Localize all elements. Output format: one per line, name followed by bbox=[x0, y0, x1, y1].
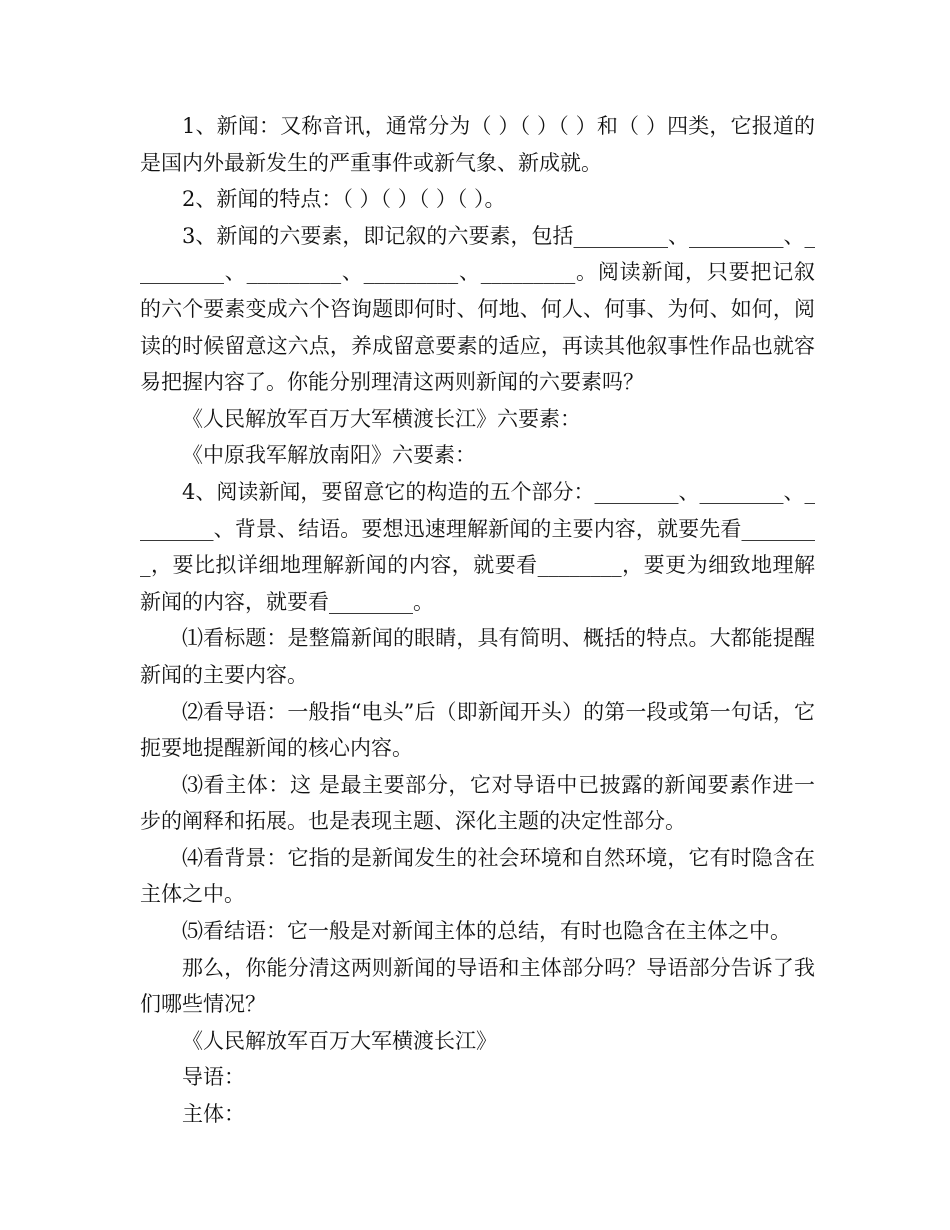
paragraph-question: 那么，你能分清这两则新闻的导语和主体部分吗？导语部分告诉了我们哪些情况？ bbox=[140, 955, 815, 1017]
paragraph-body-label: 主体： bbox=[182, 1102, 245, 1127]
paragraph-conclusion-part: ⑸看结语：它一般是对新闻主体的总结，有时也隐含在主体之中。 bbox=[182, 919, 791, 944]
paragraph-news-features: 2、新闻的特点：（ ）（ ）（ ）（ ）。 bbox=[182, 187, 506, 212]
paragraph-lead-part: ⑵看导语：一般指“电头”后（即新闻开头）的第一段或第一句话，它扼要地提醒新闻的核心内容。 bbox=[140, 699, 815, 761]
paragraph-news-categories: 1、新闻：又称音讯，通常分为（ ）（ ）（ ）和（ ）四类，它报道的是国内外最新发生的严重事件或新气象、新成就。 bbox=[140, 114, 815, 175]
paragraph-background-part: ⑷看背景：它指的是新闻发生的社会环境和自然环境，它有时隐含在主体之中。 bbox=[140, 845, 815, 907]
paragraph-title-part: ⑴看标题：是整篇新闻的眼睛，具有简明、概括的特点。大都能提醒新闻的主要内容。 bbox=[140, 626, 815, 687]
paragraph-article-title: 《人民解放军百万大军横渡长江》 bbox=[182, 1028, 497, 1053]
paragraph-elements-yangtze: 《人民解放军百万大军横渡长江》六要素： bbox=[182, 406, 581, 431]
paragraph-elements-nanyang: 《中原我军解放南阳》六要素： bbox=[182, 443, 476, 468]
paragraph-lead-label: 导语： bbox=[182, 1065, 245, 1090]
document-body bbox=[140, 108, 815, 1133]
paragraph-five-parts: 4、阅读新闻，要留意它的构造的五个部分：________、________、________、背景、结语。要想迅速理解新闻的主要内容，就要先看________，要比拟详细地理解新闻的内容，就要看________，要更为细致地理解新闻的内容，就要看________。 bbox=[140, 479, 815, 614]
paragraph-six-elements: 3、新闻的六要素，即记叙的六要素，包括_________、_________、_________、_________、_________、_________。阅读新闻，只要把记叙的六个要素变成六个咨询题即何时、何地、何人、何事、为何、如何，阅读的时候留意这六点，养成留意要素的适应，再读其他叙事性作品也就容易把握内容了。你能分别理清这两则新闻的六要素吗？ bbox=[140, 223, 815, 395]
paragraph-body-part: ⑶看主体：这 是最主要部分，它对导语中已披露的新闻要素作进一步的阐释和拓展。也是表现主题、深化主题的决定性部分。 bbox=[140, 772, 815, 834]
